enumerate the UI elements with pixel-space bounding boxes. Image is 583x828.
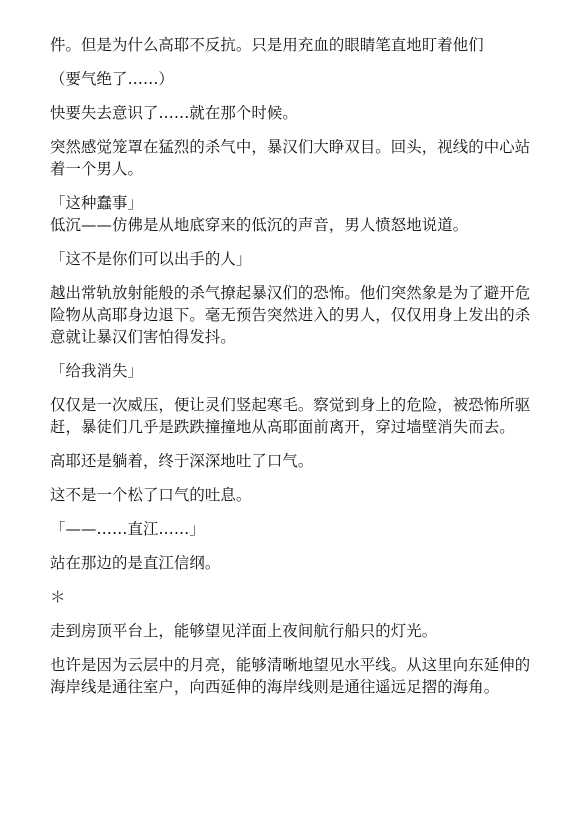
paragraph: 走到房顶平台上，能够望见洋面上夜间航行船只的灯光。 xyxy=(50,622,438,640)
paragraph: 突然感觉笼罩在猛烈的杀气中，暴汉们大睁双目。回头，视线的中心站着一个男人。 xyxy=(50,138,531,178)
scene-break: ＊ xyxy=(50,588,66,606)
paragraph: （要气绝了……） xyxy=(50,70,174,88)
paragraph: 越出常轨放射能般的杀气撩起暴汉们的恐怖。他们突然象是为了避开危险物从高耶身边退下。毫无预告突然进入的男人，仅仅用身上发出的杀意就让暴汉们害怕得发抖。 xyxy=(50,284,531,346)
paragraph: 这不是一个松了口气的吐息。 xyxy=(50,486,252,504)
paragraph: 快要失去意识了……就在那个时候。 xyxy=(50,104,298,122)
dialogue-line: 「——……直江……」 xyxy=(50,520,205,538)
paragraph: 也许是因为云层中的月亮，能够清晰地望见水平线。从这里向东延伸的海岸线是通往室户，向西延伸的海岸线则是通往遥远足摺的海角。 xyxy=(50,656,531,696)
dialogue-line: 「这不是你们可以出手的人」 xyxy=(50,250,252,268)
paragraph: 站在那边的是直江信纲。 xyxy=(50,554,221,572)
document-body xyxy=(50,34,540,710)
paragraph: 低沉——仿佛是从地底穿来的低沉的声音，男人愤怒地说道。 xyxy=(50,216,469,234)
paragraph: 件。但是为什么高耶不反抗。只是用充血的眼睛笔直地盯着他们 xyxy=(50,36,484,54)
dialogue-line: 「这种蠢事」 xyxy=(50,194,143,212)
dialogue-line: 「给我消失」 xyxy=(50,362,143,380)
paragraph: 高耶还是躺着，终于深深地吐了口气。 xyxy=(50,452,314,470)
paragraph: 仅仅是一次威压，便让灵们竖起寒毛。察觉到身上的危险，被恐怖所驱赶，暴徒们几乎是跌跌撞撞地从高耶面前离开，穿过墙壁消失而去。 xyxy=(50,396,531,436)
